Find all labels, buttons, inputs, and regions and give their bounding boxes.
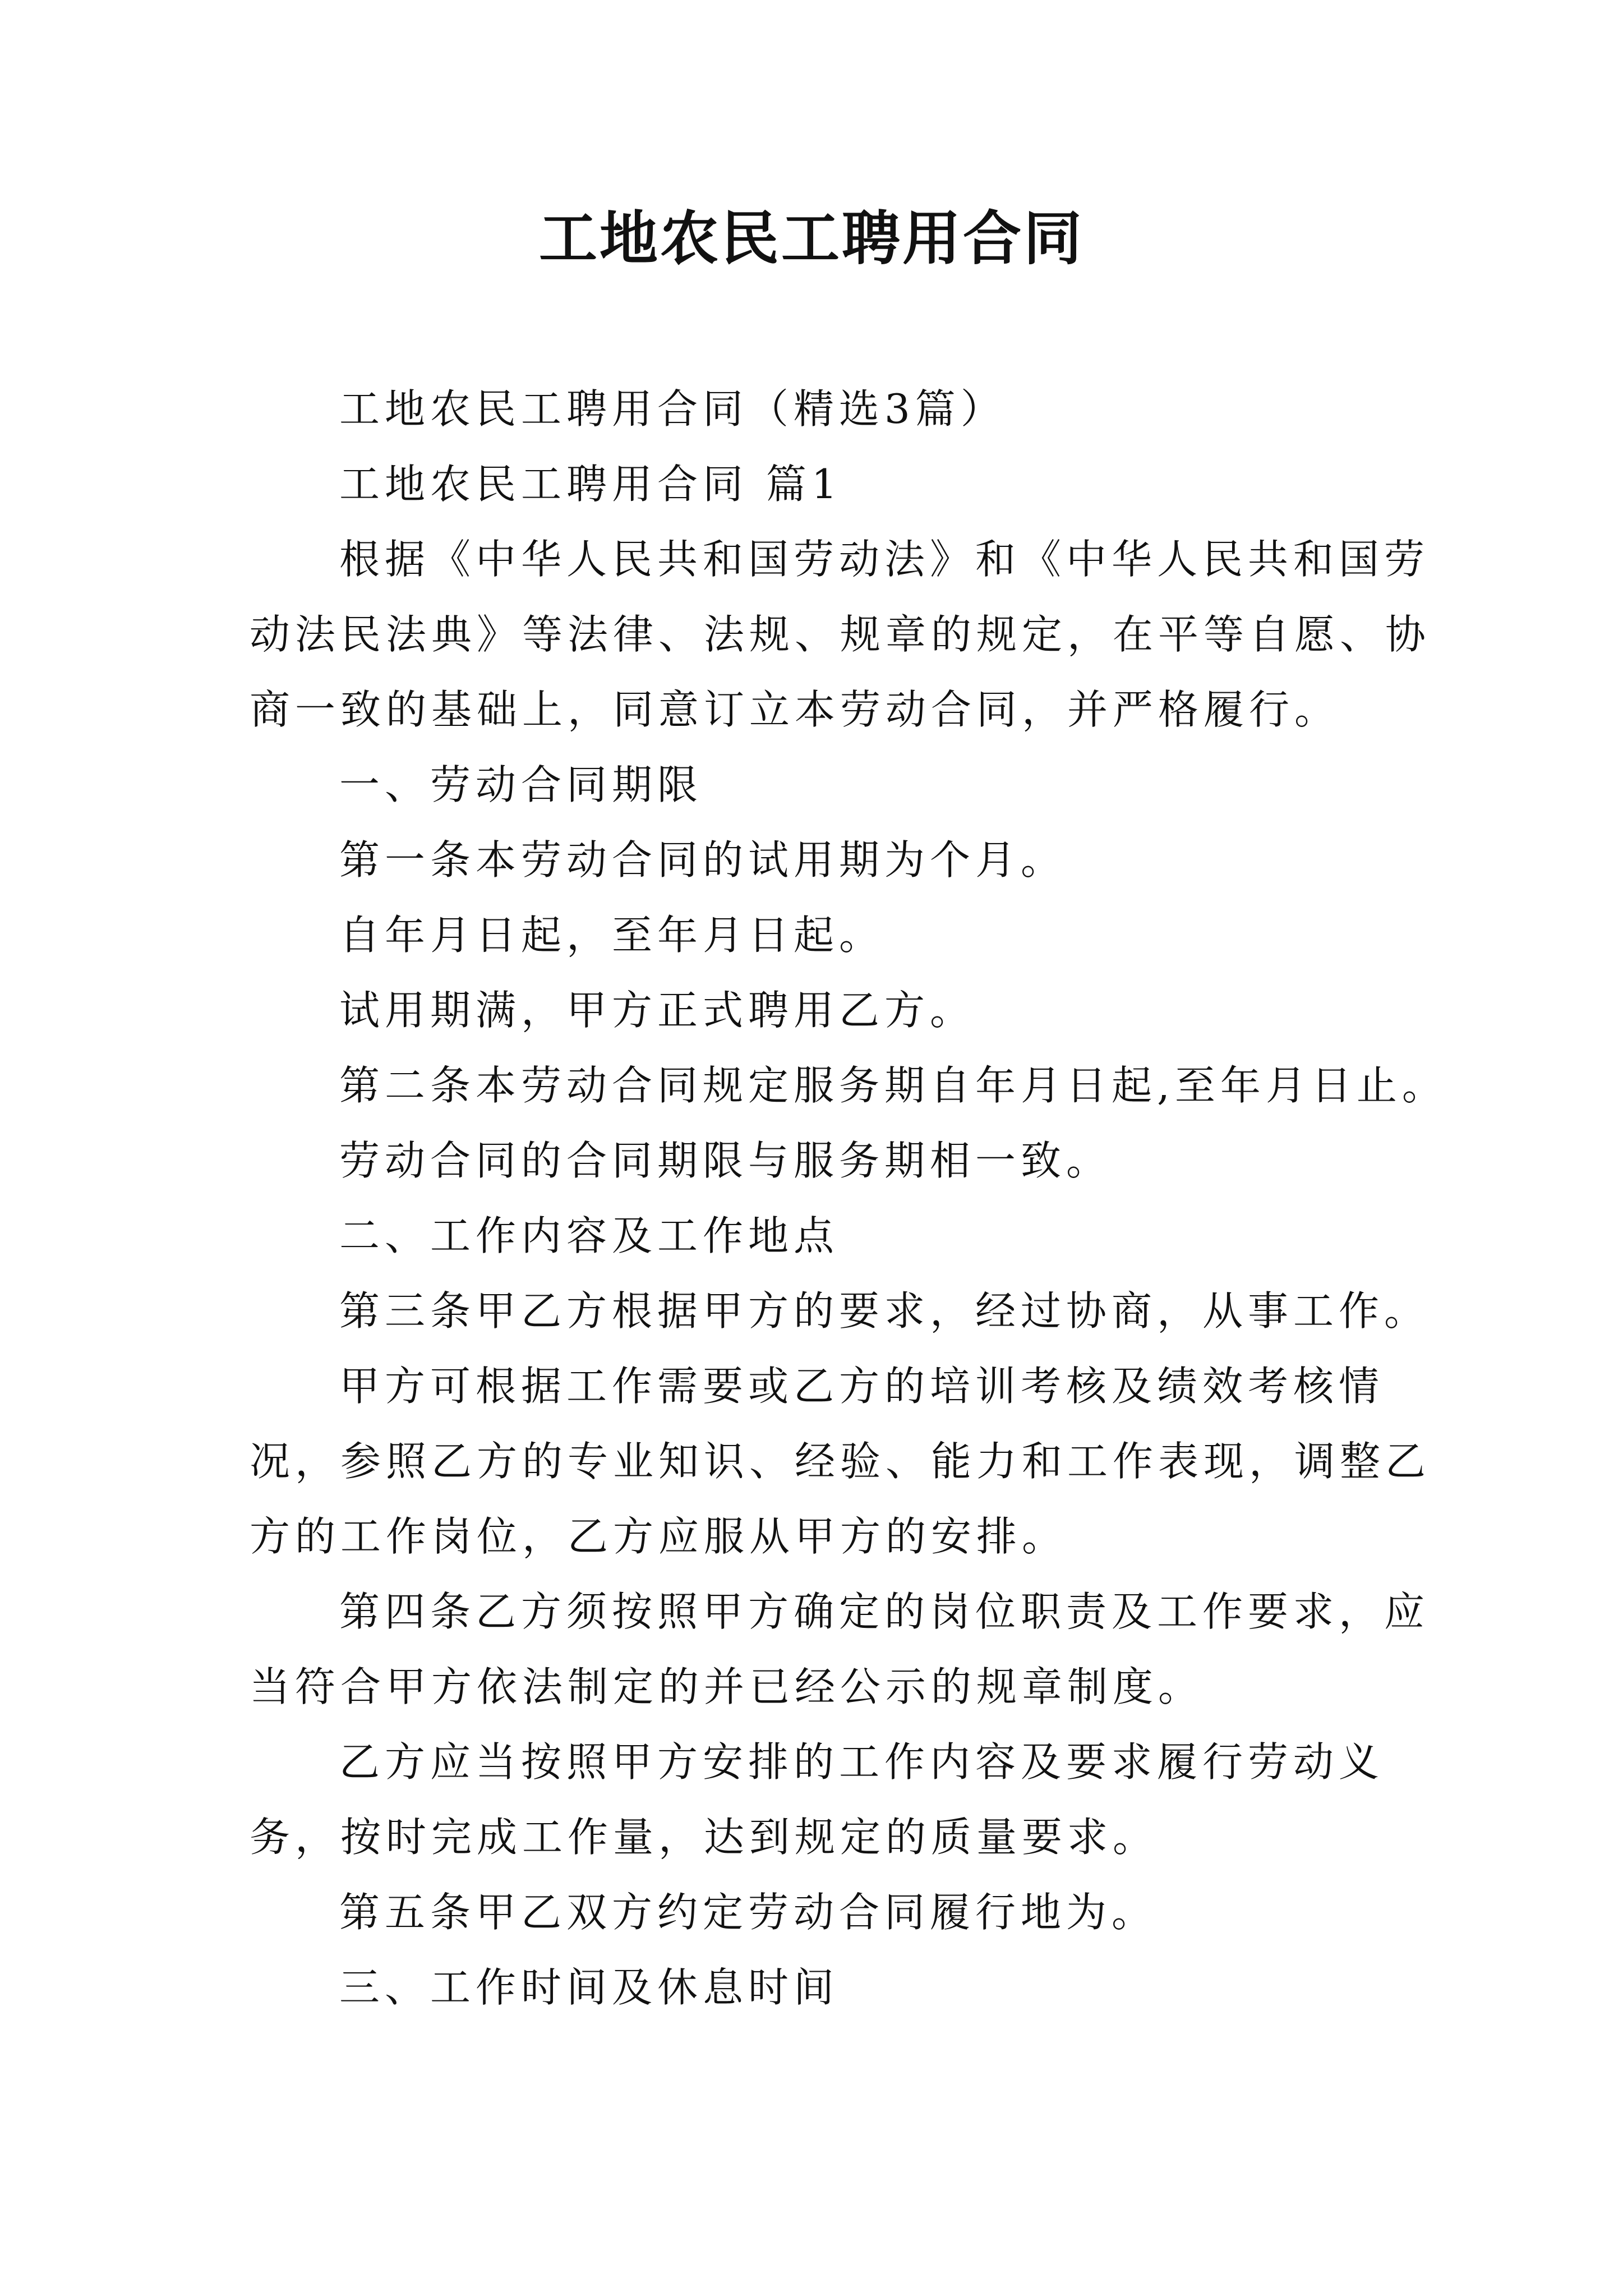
document-line: 第二条本劳动合同规定服务期自年月日起,至年月日止。 [339,1062,1447,1109]
document-line: 商一致的基础上，同意订立本劳动合同，并严格履行。 [250,686,1340,733]
document-line: 况，参照乙方的专业知识、经验、能力和工作表现，调整乙 [250,1438,1431,1485]
document-line: 第一条本劳动合同的试用期为个月。 [339,836,1067,884]
section-heading: 一、劳动合同期限 [339,761,703,808]
document-line: 工地农民工聘用合同（精选3篇） [339,385,1006,432]
document-line: 务，按时完成工作量，达到规定的质量要求。 [250,1814,1159,1861]
document-line: 自年月日起，至年月日起。 [339,912,885,959]
document-line: 动法民法典》等法律、法规、规章的规定，在平等自愿、协 [250,611,1431,658]
document-line: 乙方应当按照甲方安排的工作内容及要求履行劳动义 [339,1738,1385,1786]
document-title: 工地农民工聘用合同 [538,204,1084,273]
document-line: 试用期满，甲方正式聘用乙方。 [339,987,976,1034]
document-line: 方的工作岗位，乙方应服从甲方的安排。 [250,1513,1068,1560]
section-heading: 二、工作内容及工作地点 [339,1212,840,1259]
section-heading: 工地农民工聘用合同 篇1 [339,461,842,508]
document-line: 甲方可根据工作需要或乙方的培训考核及绩效考核情 [339,1363,1385,1410]
document-line: 当符合甲方依法制定的并已经公示的规章制度。 [250,1663,1204,1710]
document-line: 劳动合同的合同期限与服务期相一致。 [339,1137,1112,1184]
document-line: 第四条乙方须按照甲方确定的岗位职责及工作要求，应 [339,1588,1430,1635]
document-line: 根据《中华人民共和国劳动法》和《中华人民共和国劳 [339,536,1430,583]
document-line: 第三条甲乙方根据甲方的要求，经过协商，从事工作。 [339,1287,1430,1335]
section-heading: 三、工作时间及休息时间 [339,1964,840,2011]
document-body [250,371,1447,2025]
document-line: 第五条甲乙双方约定劳动合同履行地为。 [339,1889,1158,1936]
